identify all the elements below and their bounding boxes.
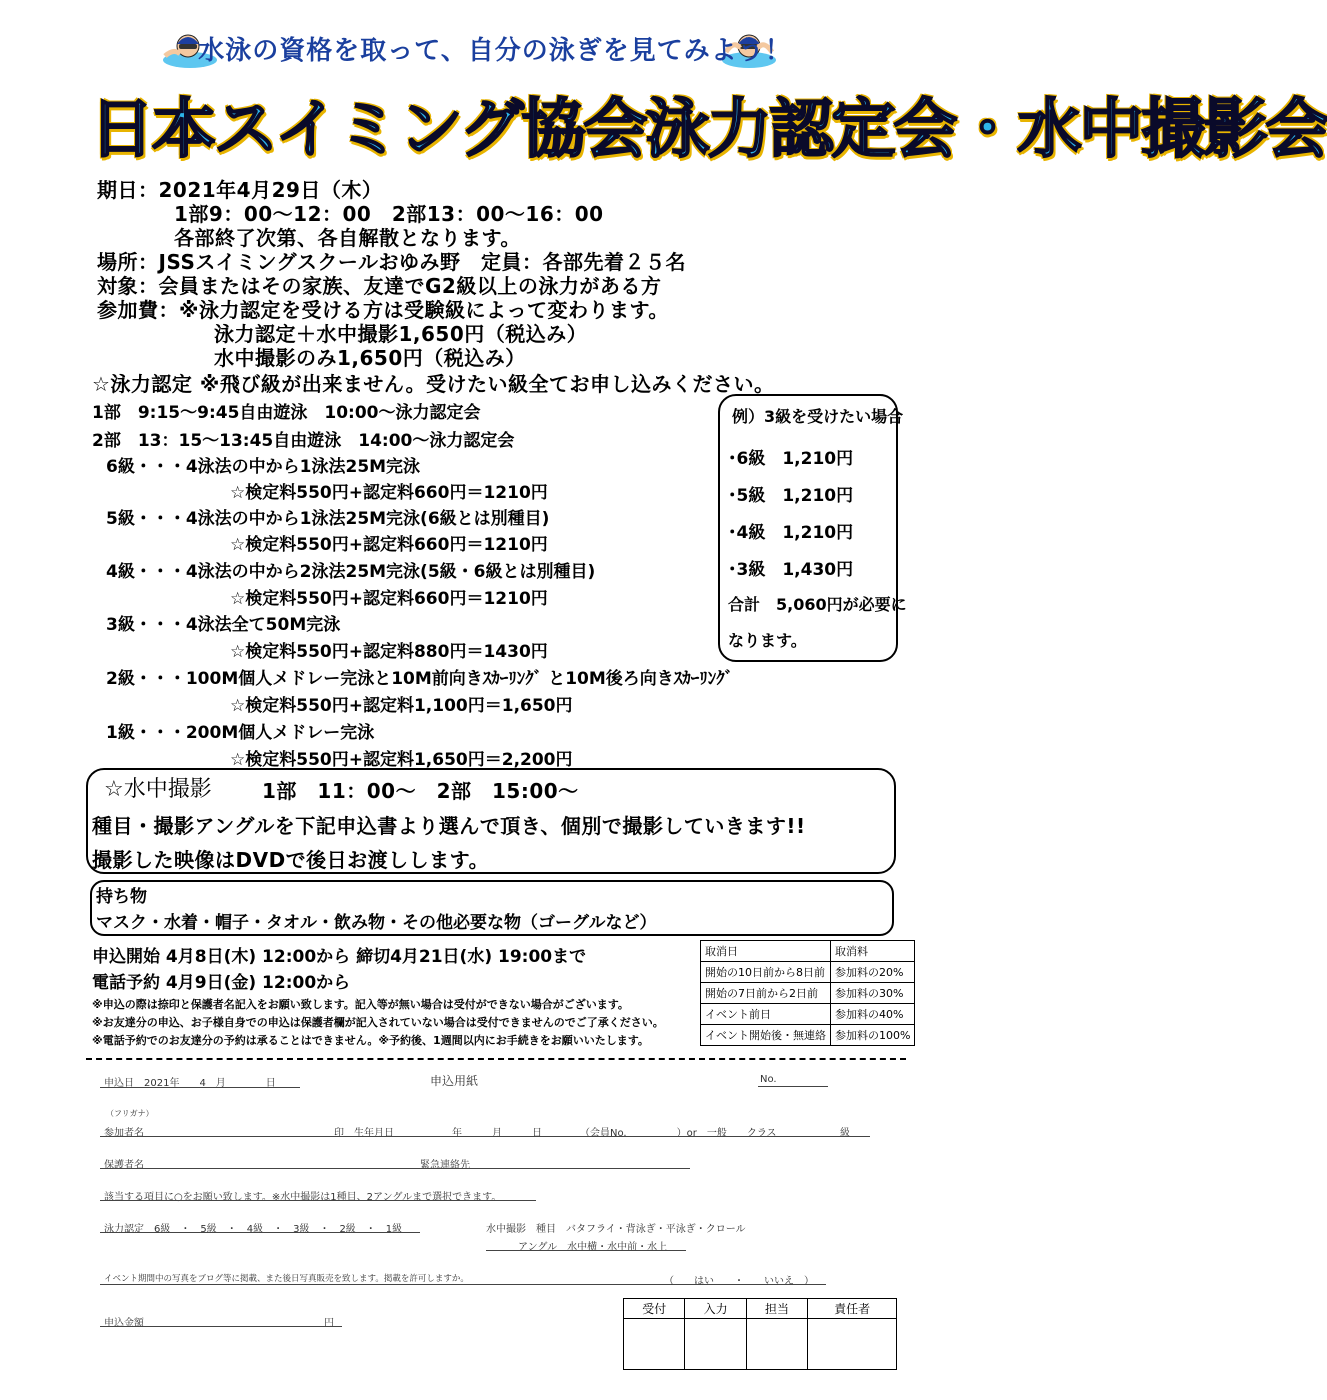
event-fee-2: 水中撮影のみ1,650円（税込み） bbox=[214, 346, 526, 370]
application-note: ※申込の際は捺印と保護者名記入をお願い致します。記入等が無い場合は受付ができない場合がございます。 bbox=[92, 998, 629, 1011]
table-header-row bbox=[701, 941, 915, 962]
example-line: ･5級 1,210円 bbox=[728, 486, 854, 506]
stamp-cell[interactable] bbox=[746, 1319, 807, 1370]
grade-label: 1級・・・200M個人メドレー完泳 bbox=[106, 723, 375, 743]
underwater-title: ☆水中撮影 bbox=[104, 777, 212, 802]
grade-fee: ☆検定料550円+認定料1,650円＝2,200円 bbox=[230, 750, 573, 770]
form-date: 申込日 2021年 4 月 日 bbox=[104, 1078, 276, 1089]
event-times: 1部9：00～12：00 2部13：00～16：00 bbox=[174, 202, 604, 226]
event-place: 場所：JSSスイミングスクールおゆみ野 定員：各部先着２５名 bbox=[97, 250, 686, 274]
table-cell: 参加料の20% bbox=[831, 962, 915, 983]
table-header: 取消日 bbox=[701, 941, 831, 962]
event-target: 対象：会員またはその家族、友達でG2級以上の泳力がある方 bbox=[97, 274, 662, 298]
divider bbox=[100, 1284, 826, 1285]
event-date: 期日：2021年4月29日（木） bbox=[97, 178, 383, 202]
belongings-title: 持ち物 bbox=[96, 887, 147, 907]
table-cell: 参加料の100% bbox=[831, 1025, 915, 1046]
event-fee: 参加費：※泳力認定を受ける方は受験級によって変わります。 bbox=[97, 298, 669, 322]
underwater-times: 1部 11：00～ 2部 15:00～ bbox=[262, 779, 579, 803]
event-fee-1: 泳力認定＋水中撮影1,650円（税込み） bbox=[214, 322, 588, 346]
form-underwater-event[interactable]: 水中撮影 種目 バタフライ・背泳ぎ・平泳ぎ・クロール bbox=[486, 1224, 746, 1235]
example-line: ･3級 1,430円 bbox=[728, 560, 854, 580]
form-member[interactable]: （会員No. ）or 一般 クラス bbox=[580, 1128, 777, 1139]
table-header: 担当 bbox=[746, 1299, 807, 1319]
divider bbox=[100, 1087, 300, 1088]
table-row bbox=[701, 962, 915, 983]
receipt-table bbox=[623, 1298, 897, 1370]
belongings-items: マスク・水着・帽子・タオル・飲み物・その他必要な物（ゴーグルなど） bbox=[96, 913, 657, 933]
stamp-cell[interactable] bbox=[685, 1319, 746, 1370]
schedule-part1: 1部 9:15～9:45自由遊泳 10:00～泳力認定会 bbox=[92, 403, 481, 423]
table-row bbox=[624, 1319, 897, 1370]
table-cell: 参加料の30% bbox=[831, 983, 915, 1004]
example-total-2: なります。 bbox=[728, 631, 807, 650]
form-title: 申込用紙 bbox=[430, 1074, 479, 1088]
form-kyu: 級 bbox=[840, 1128, 850, 1139]
grade-label: 6級・・・4泳法の中から1泳法25M完泳 bbox=[106, 457, 421, 477]
application-start: 申込開始 4月8日(木) 12:00から 締切4月21日(水) 19:00まで bbox=[92, 947, 587, 967]
form-furigana: （フリガナ） bbox=[106, 1109, 154, 1118]
grade-fee: ☆検定料550円+認定料660円＝1210円 bbox=[230, 483, 548, 503]
divider bbox=[100, 1136, 870, 1137]
grade-label: 5級・・・4泳法の中から1泳法25M完泳(6級とは別種目) bbox=[106, 509, 550, 529]
divider bbox=[486, 1250, 686, 1251]
grade-fee: ☆検定料550円+認定料880円＝1430円 bbox=[230, 642, 548, 662]
cancellation-table bbox=[700, 940, 915, 1046]
form-yen: 円 bbox=[324, 1318, 334, 1329]
subtitle: 水泳の資格を取って、自分の泳ぎを見てみよう！ bbox=[198, 36, 792, 66]
table-row bbox=[701, 1025, 915, 1046]
table-cell: イベント開始後・無連絡 bbox=[701, 1025, 831, 1046]
form-guardian-label[interactable]: 保護者名 bbox=[104, 1160, 144, 1171]
phone-reservation: 電話予約 4月9日(金) 12:00から bbox=[92, 973, 351, 993]
table-row bbox=[701, 1004, 915, 1025]
form-emergency-label[interactable]: 緊急連絡先 bbox=[420, 1160, 470, 1171]
table-header: 取消料 bbox=[831, 941, 915, 962]
form-blog-answer[interactable]: （ はい ・ いいえ ） bbox=[664, 1276, 814, 1287]
divider bbox=[100, 1168, 690, 1169]
example-title: 例）3級を受けたい場合 bbox=[732, 407, 904, 426]
table-cell: 参加料の40% bbox=[831, 1004, 915, 1025]
example-line: ･4級 1,210円 bbox=[728, 523, 854, 543]
grade-label: 3級・・・4泳法全て50M完泳 bbox=[106, 615, 341, 635]
underwater-line-1: 種目・撮影アングルを下記申込書より選んで頂き、個別で撮影していきます!! bbox=[92, 814, 806, 838]
form-no: No. bbox=[760, 1074, 777, 1085]
table-header: 責任者 bbox=[808, 1299, 897, 1319]
form-ymd[interactable]: 年 月 日 bbox=[452, 1128, 542, 1139]
grade-fee: ☆検定料550円+認定料660円＝1210円 bbox=[230, 535, 548, 555]
divider bbox=[100, 1326, 342, 1327]
table-cell: イベント前日 bbox=[701, 1004, 831, 1025]
grade-fee: ☆検定料550円+認定料1,100円＝1,650円 bbox=[230, 696, 573, 716]
certification-note: ☆泳力認定 ※飛び級が出来ません。受けたい級全てお申し込みください。 bbox=[92, 372, 775, 396]
schedule-part2: 2部 13：15～13:45自由遊泳 14:00～泳力認定会 bbox=[92, 431, 515, 451]
application-note: ※お友達分の申込、お子様自身での申込は保護者欄が記入されていない場合は受付できませんのでご了承ください。 bbox=[92, 1016, 664, 1029]
example-total: 合計 5,060円が必要に bbox=[728, 595, 907, 614]
underwater-line-2: 撮影した映像はDVDで後日お渡しします。 bbox=[92, 848, 490, 872]
stamp-cell[interactable] bbox=[808, 1319, 897, 1370]
table-header-row bbox=[624, 1299, 897, 1319]
divider bbox=[100, 1200, 536, 1201]
table-header: 受付 bbox=[624, 1299, 685, 1319]
stamp-cell[interactable] bbox=[624, 1319, 685, 1370]
application-note: ※電話予約でのお友達分の予約は承ることはできません。※予約後、1週間以内にお手続きをお願いいたします。 bbox=[92, 1034, 649, 1047]
table-header: 入力 bbox=[685, 1299, 746, 1319]
event-dismiss: 各部終了次第、各自解散となります。 bbox=[174, 226, 521, 250]
form-underwater-angle[interactable]: アングル 水中横・水中前・水上 bbox=[518, 1242, 668, 1253]
example-line: ･6級 1,210円 bbox=[728, 449, 854, 469]
form-blog-permission: イベント期間中の写真をブログ等に掲載、また後日写真販売を致します。掲載を許可しますか。 bbox=[104, 1274, 469, 1284]
form-amount-label[interactable]: 申込金額 bbox=[104, 1318, 144, 1329]
form-participant-label[interactable]: 参加者名 bbox=[104, 1128, 144, 1139]
grade-fee: ☆検定料550円+認定料660円＝1210円 bbox=[230, 589, 548, 609]
table-cell: 開始の7日前から2日前 bbox=[701, 983, 831, 1004]
form-seal-birth: 印 生年月日 bbox=[334, 1128, 394, 1139]
grade-label: 4級・・・4泳法の中から2泳法25M完泳(5級・6級とは別種目) bbox=[106, 562, 596, 582]
form-instruction: 該当する項目に○をお願い致します。※水中撮影は1種目、2アングルまで選択できます。 bbox=[104, 1192, 502, 1203]
table-row bbox=[701, 983, 915, 1004]
cut-line bbox=[86, 1058, 906, 1060]
form-certification-options[interactable]: 泳力認定 6級 ・ 5級 ・ 4級 ・ 3級 ・ 2級 ・ 1級 bbox=[104, 1224, 403, 1235]
grade-label: 2級・・・100M個人メドレー完泳と10M前向きｽｶｰﾘﾝｸﾞ と10M後ろ向きｽｶｰﾘﾝｸﾞ bbox=[106, 669, 734, 689]
divider bbox=[100, 1232, 420, 1233]
table-cell: 開始の10日前から8日前 bbox=[701, 962, 831, 983]
divider bbox=[758, 1086, 828, 1087]
page-title: 日本スイミング協会泳力認定会・水中撮影会 bbox=[90, 93, 1327, 167]
